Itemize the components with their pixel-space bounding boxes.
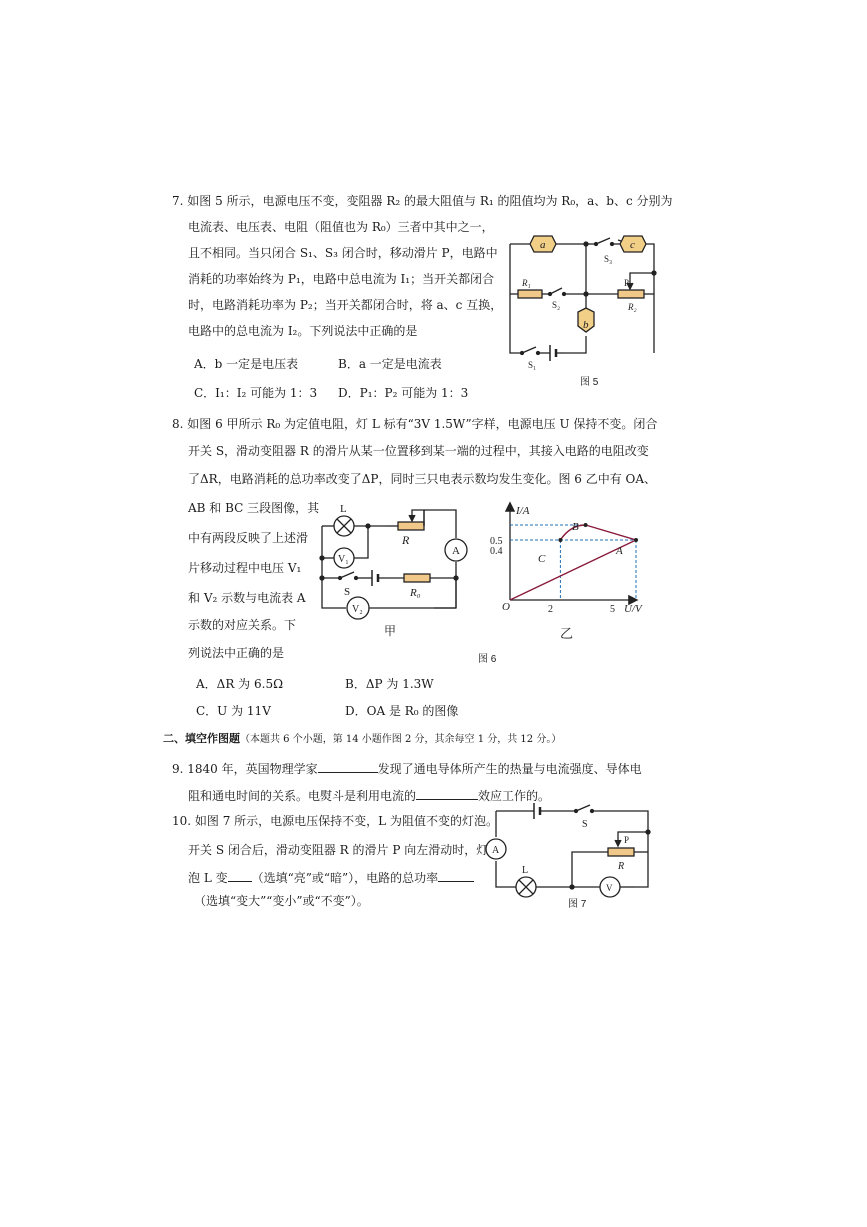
y-axis-label: I/A <box>516 505 530 517</box>
fig6-jia-label-v1: V₁ <box>338 554 349 565</box>
fig6-jia-label-s: S <box>344 586 351 598</box>
q10-line-3 <box>188 869 474 886</box>
fig5-label-r2: R₂ <box>628 302 637 312</box>
q10-line-4: （选填“变大”“变小”或“不变”）。 <box>194 894 369 908</box>
point-label-c: C <box>538 553 546 565</box>
q8-line-1: 8. 如图 6 甲所示 R₀ 为定值电阻，灯 L 标有“3V 1.5W”字样，电源电压 U 保持不变。闭合 <box>172 417 658 431</box>
origin-label: O <box>502 601 510 613</box>
fig7-label-p: P <box>624 835 630 845</box>
q7-option-c: C．I₁：I₂ 可能为 1：3 <box>194 386 318 400</box>
fig7-label-v: V <box>606 883 613 893</box>
fig5-label-s3: S₃ <box>604 254 613 264</box>
fig5-label-b: b <box>583 319 589 331</box>
figure-6-caption: 图 6 <box>478 654 497 665</box>
q7-option-a: A．b 一定是电压表 <box>194 357 299 371</box>
q10-line-2: 开关 S 闭合后，滑动变阻器 R 的滑片 P 向左滑动时，灯 <box>188 843 489 857</box>
q7-line-3: 且不相同。当只闭合 S₁、S₃ 闭合时，移动滑片 P，电路中 <box>188 246 498 260</box>
point-c <box>558 538 562 542</box>
q9-text-1b: 发现了通电导体所产生的热量与电流强度、导体电 <box>377 762 642 776</box>
fig5-label-r1: R₁ <box>522 278 531 288</box>
section-2-heading <box>163 731 561 748</box>
q10-blank-2[interactable] <box>438 869 474 882</box>
fig7-label-l: L <box>522 865 529 876</box>
fig6-yi-sublabel: 乙 <box>560 626 574 641</box>
q8-line-2: 开关 S，滑动变阻器 R 的滑片从某一位置移到某一端的过程中，其接入电路的电阻改变 <box>188 444 649 458</box>
q7-line-6: 电路中的总电流为 I₂。下列说法中正确的是 <box>188 324 418 338</box>
section-2-note: （本题共 6 个小题，第 14 小题作图 2 分，其余每空 1 分，共 12 分。） <box>240 734 562 745</box>
figure-5-circuit <box>500 228 670 368</box>
fig7-label-s: S <box>582 819 588 830</box>
q9-blank-1[interactable] <box>318 760 378 773</box>
q8-option-c: C．U 为 11V <box>196 704 271 718</box>
q9-text-2a: 阻和通电时间的关系。电熨斗是利用电流的 <box>188 789 417 803</box>
q9-text-2b: 效应工作的。 <box>478 789 551 803</box>
x-tick-5: 5 <box>610 604 615 615</box>
q10-blank-1[interactable] <box>228 869 252 882</box>
fig6-jia-sublabel: 甲 <box>384 624 397 638</box>
q9-text-1a: 9. 1840 年，英国物理学家 <box>172 762 318 776</box>
point-a <box>634 538 638 542</box>
fig6-jia-label-a: A <box>452 545 460 557</box>
x-axis-label: U/V <box>624 603 642 615</box>
q8-option-a: A．ΔR 为 6.5Ω <box>196 677 284 691</box>
point-label-a: A <box>616 545 623 557</box>
x-tick-2: 2 <box>548 604 553 615</box>
q10-text-3b: （选填“亮”或“暗”），电路的总功率 <box>251 871 439 885</box>
fig6-jia-label-r: R <box>402 533 410 547</box>
fig6-jia-label-r0: R₀ <box>410 587 421 599</box>
q8-option-d: D．OA 是 R₀ 的图像 <box>345 704 459 718</box>
q7-line-4: 消耗的功率始终为 P₁，电路中总电流为 I₁；当开关都闭合 <box>188 272 495 286</box>
fig7-label-r: R <box>618 861 625 872</box>
figure-5-caption: 图 5 <box>580 377 599 388</box>
fig6-jia-label-l: L <box>340 503 347 515</box>
point-label-b: B <box>572 521 579 533</box>
q10-line-1: 10. 如图 7 所示，电源电压保持不变，L 为阻值不变的灯泡。 <box>172 814 498 828</box>
fig5-label-s1: S₁ <box>528 360 537 370</box>
section-2-title: 二、填空作图题 <box>163 732 240 745</box>
q8-line-4: AB 和 BC 三段图像，其 <box>188 501 320 515</box>
fig7-label-a: A <box>492 845 500 856</box>
fig5-label-a: a <box>540 239 546 251</box>
fig5-label-s2: S₂ <box>552 300 561 310</box>
fig6-jia-label-v2: V₂ <box>352 604 363 615</box>
figure-6-jia-circuit <box>316 500 476 640</box>
y-tick-05: 0.5 <box>490 536 503 547</box>
q7-option-b: B．a 一定是电流表 <box>338 357 442 371</box>
q8-line-7: 和 V₂ 示数与电流表 A <box>188 591 306 605</box>
figure-6-yi-graph <box>486 500 656 640</box>
q10-text-3a: 泡 L 变 <box>188 871 228 885</box>
q8-option-b: B．ΔP 为 1.3W <box>345 677 434 691</box>
q8-line-9: 列说法中正确的是 <box>188 646 285 660</box>
q7-line-5: 时，电路消耗功率为 P₂；当开关都闭合时，将 a、c 互换， <box>188 298 503 312</box>
q8-line-5: 中有两段反映了上述滑 <box>188 531 309 545</box>
point-b <box>584 523 588 527</box>
q7-line-2: 电流表、电压表、电阻（阻值也为 R₀）三者中其中之一， <box>188 220 494 234</box>
fig5-label-c: c <box>630 239 635 251</box>
q8-line-3: 了ΔR，电路消耗的总功率改变了ΔP，同时三只电表示数均发生变化。图 6 乙中有 OA、 <box>188 472 657 486</box>
y-tick-04: 0.4 <box>490 546 503 557</box>
fig5-label-p: P <box>624 278 630 288</box>
q8-line-8: 示数的对应关系。下 <box>188 618 297 632</box>
q9-line-1 <box>172 760 642 777</box>
q9-blank-2[interactable] <box>416 787 478 800</box>
q7-line-1: 7. 如图 5 所示，电源电压不变，变阻器 R₂ 的最大阻值与 R₁ 的阻值均为 R₀，a、b、c 分别为 <box>172 194 673 208</box>
figure-7-caption: 图 7 <box>568 899 587 910</box>
series-ab <box>586 525 636 540</box>
q7-option-d: D．P₁：P₂ 可能为 1：3 <box>338 386 469 400</box>
q8-line-6: 片移动过程中电压 V₁ <box>188 561 302 575</box>
figure-7-circuit <box>486 797 656 897</box>
